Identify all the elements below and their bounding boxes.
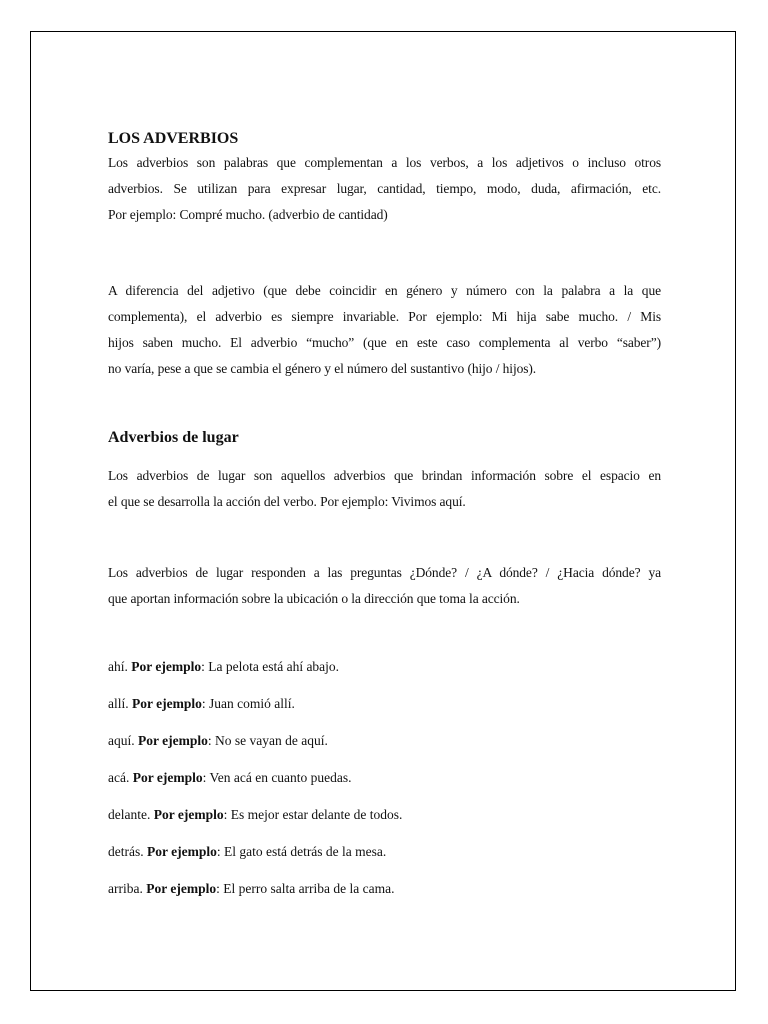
intro-line: Por ejemplo: Compré mucho. (adverbio de cantidad): [108, 207, 388, 222]
lugar-paragraph-2: [108, 560, 661, 612]
lugar-paragraph-1: [108, 463, 661, 515]
example-word: allí.: [108, 696, 129, 711]
example-item: [108, 658, 661, 676]
example-label: Por ejemplo: [132, 696, 202, 711]
example-text: : El gato está detrás de la mesa.: [216, 844, 387, 859]
lugar-line: Los adverbios de lugar son aquellos adverbios que brindan información sobre el espacio en: [108, 468, 661, 483]
example-text: : Juan comió allí.: [201, 696, 295, 711]
example-text: : La pelota está ahí abajo.: [201, 659, 340, 674]
example-item: [108, 695, 661, 713]
document-title: LOS ADVERBIOS: [108, 130, 239, 147]
diferencia-line: complementa), el adverbio es siempre invariable. Por ejemplo: Mi hija sabe mucho. / Mis: [108, 309, 661, 324]
example-label: Por ejemplo: [146, 844, 217, 859]
diferencia-line: A diferencia del adjetivo (que debe coincidir en género y número con la palabra a la que: [108, 283, 661, 298]
example-word: acá.: [108, 770, 130, 785]
intro-line: adverbios. Se utilizan para expresar lugar, cantidad, tiempo, modo, duda, afirmación, etc.: [108, 181, 661, 196]
example-label: Por ejemplo: [146, 881, 217, 896]
example-text: : Ven acá en cuanto puedas.: [202, 770, 352, 785]
example-label: Por ejemplo: [131, 659, 202, 674]
example-item: [108, 806, 661, 824]
intro-line: Los adverbios son palabras que complementan a los verbos, a los adjetivos o incluso otros: [108, 155, 661, 170]
example-item: [108, 769, 661, 787]
intro-paragraph: [108, 150, 661, 228]
lugar-line: Los adverbios de lugar responden a las preguntas ¿Dónde? / ¿A dónde? / ¿Hacia dónde? ya: [108, 565, 661, 580]
example-item: [108, 880, 661, 898]
example-item: [108, 843, 661, 861]
section-heading-lugar: Adverbios de lugar: [108, 429, 239, 446]
example-word: detrás.: [108, 844, 144, 859]
example-word: ahí.: [108, 659, 128, 674]
example-word: arriba.: [108, 881, 143, 896]
diferencia-line: no varía, pese a que se cambia el género y el número del sustantivo (hijo / hijos).: [108, 361, 537, 376]
lugar-line: que aportan información sobre la ubicación o la dirección que toma la acción.: [108, 591, 520, 606]
example-text: : El perro salta arriba de la cama.: [216, 881, 395, 896]
example-label: Por ejemplo: [132, 770, 203, 785]
example-text: : No se vayan de aquí.: [207, 733, 328, 748]
example-item: [108, 732, 661, 750]
lugar-line: el que se desarrolla la acción del verbo. Por ejemplo: Vivimos aquí.: [108, 494, 466, 509]
diferencia-paragraph: [108, 278, 661, 382]
examples-list: [108, 658, 661, 898]
document-content: [108, 129, 661, 898]
document-page: [30, 31, 736, 991]
example-text: : Es mejor estar delante de todos.: [223, 807, 403, 822]
example-label: Por ejemplo: [138, 733, 208, 748]
diferencia-line: hijos saben mucho. El adverbio “mucho” (que en este caso complementa al verbo “saber”): [108, 335, 661, 350]
example-word: aquí.: [108, 733, 135, 748]
example-word: delante.: [108, 807, 151, 822]
example-label: Por ejemplo: [153, 807, 224, 822]
